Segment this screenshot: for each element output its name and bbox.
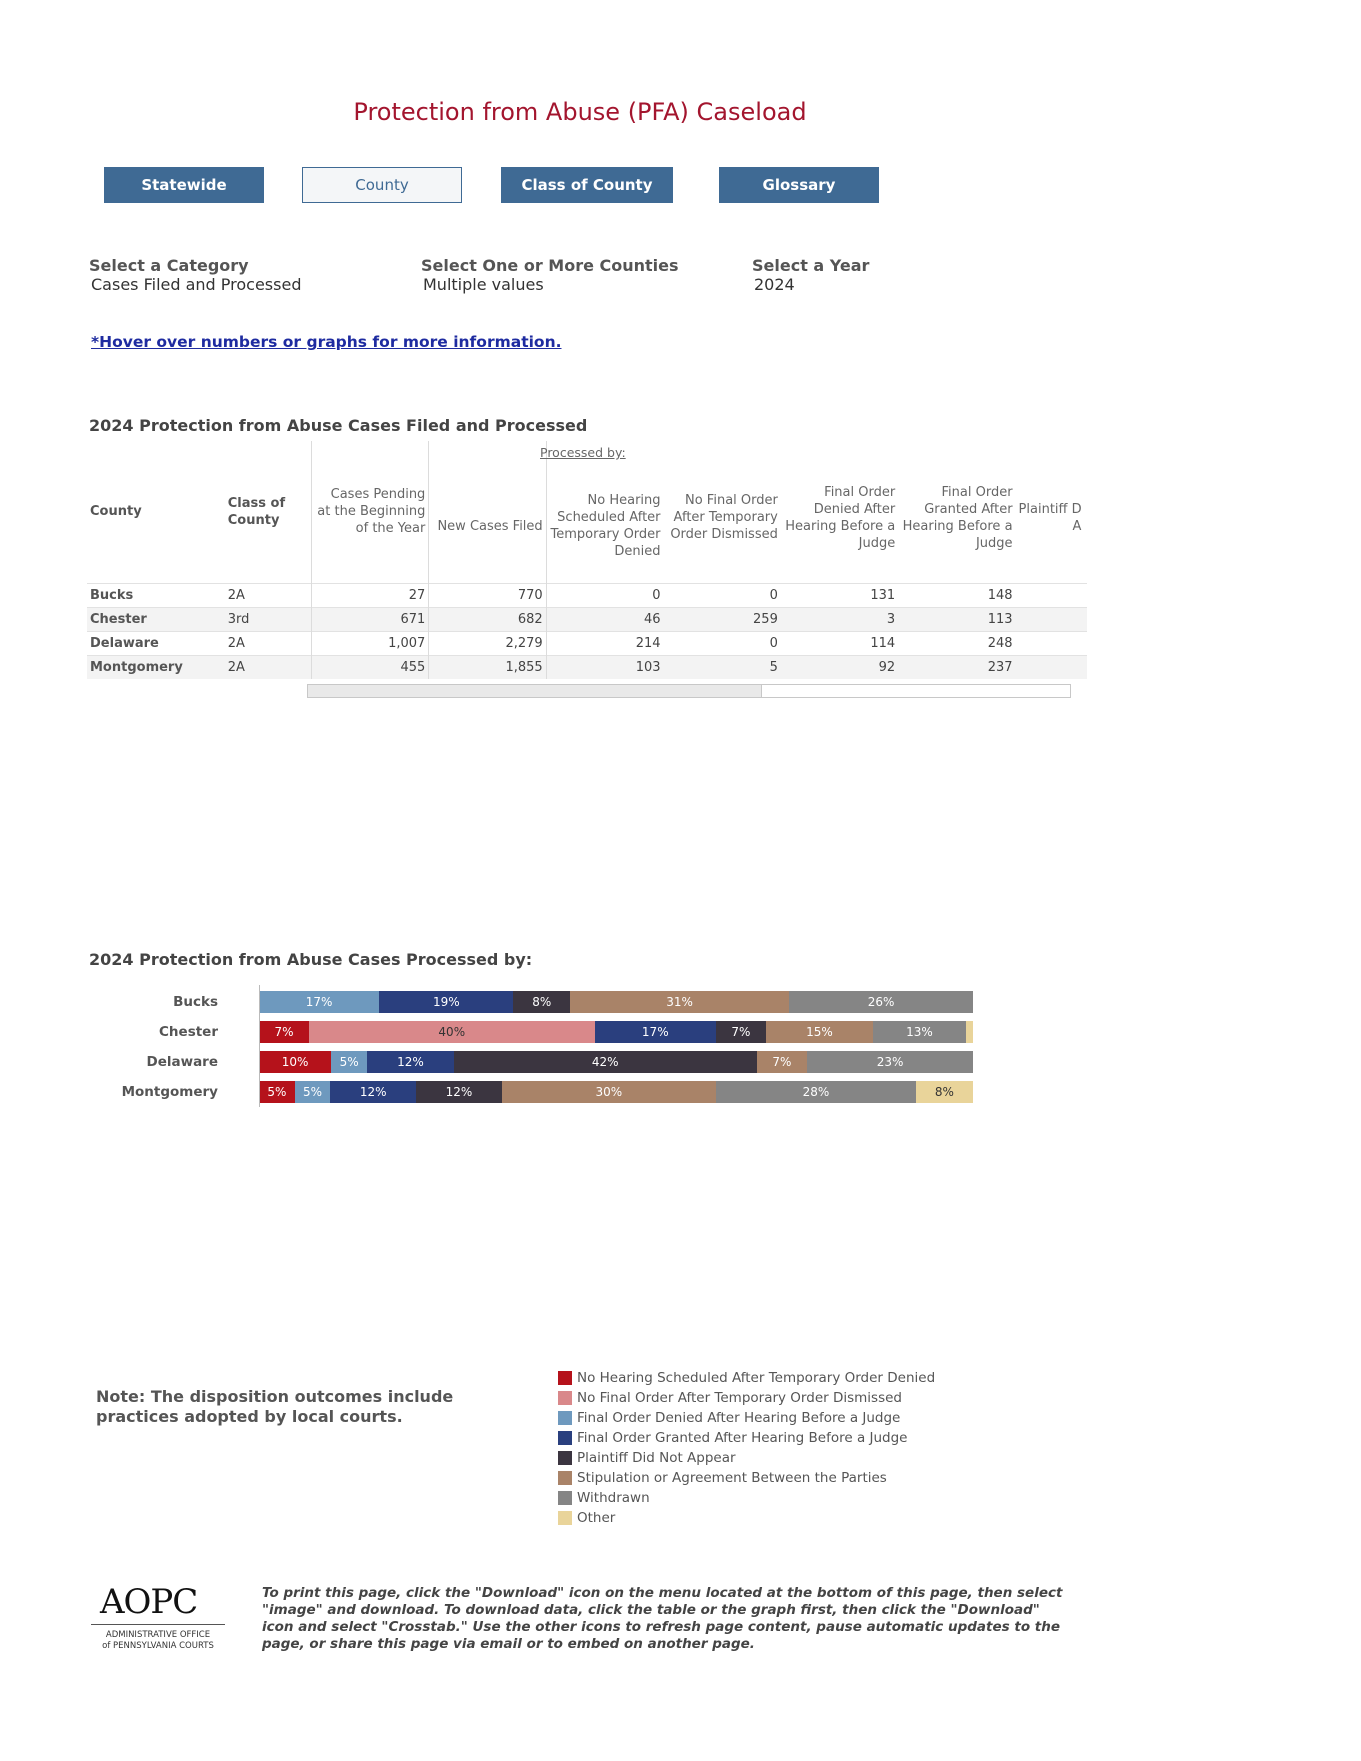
table-title: 2024 Protection from Abuse Cases Filed and Processed bbox=[89, 416, 588, 435]
bar-segment[interactable]: 17% bbox=[595, 1021, 716, 1043]
cases-table-container[interactable] bbox=[87, 441, 1082, 697]
new-cases-cell: 770 bbox=[429, 583, 546, 607]
header-granted: Final Order Granted After Hearing Before a Judge bbox=[902, 484, 1013, 551]
bar-segment[interactable]: 28% bbox=[716, 1081, 916, 1103]
logo-divider bbox=[91, 1624, 225, 1625]
table-row[interactable] bbox=[87, 655, 1087, 679]
legend-item[interactable] bbox=[558, 1410, 900, 1426]
bar-segment[interactable]: 12% bbox=[330, 1081, 416, 1103]
bar-segment[interactable]: 10% bbox=[259, 1051, 331, 1073]
plaintiff-cell bbox=[1016, 607, 1087, 631]
bar-segment[interactable]: 42% bbox=[454, 1051, 757, 1073]
nav-glossary-button[interactable]: Glossary bbox=[719, 167, 879, 203]
legend-label: Other bbox=[577, 1510, 616, 1526]
class-cell: 3rd bbox=[225, 607, 312, 631]
bar-category-label: Chester bbox=[159, 1024, 218, 1040]
bar-segment[interactable]: 5% bbox=[331, 1051, 367, 1073]
bar-segment[interactable]: 5% bbox=[295, 1081, 331, 1103]
legend-label: Final Order Granted After Hearing Before a Judge bbox=[577, 1430, 908, 1446]
bar-segment[interactable]: 8% bbox=[916, 1081, 973, 1103]
processed-by-label: Processed by: bbox=[540, 445, 626, 460]
county-cell: Montgomery bbox=[87, 655, 225, 679]
bar-segment[interactable]: 7% bbox=[259, 1021, 309, 1043]
legend-item[interactable] bbox=[558, 1370, 935, 1386]
legend-swatch bbox=[558, 1451, 572, 1465]
scrollbar-thumb[interactable] bbox=[308, 685, 762, 697]
legend-item[interactable] bbox=[558, 1470, 887, 1486]
table-row[interactable] bbox=[87, 631, 1087, 655]
bar-segment[interactable]: 15% bbox=[766, 1021, 873, 1043]
bar-segment[interactable]: 8% bbox=[513, 991, 570, 1013]
legend-item[interactable] bbox=[558, 1390, 902, 1406]
pending-cell: 671 bbox=[311, 607, 428, 631]
bar-segment[interactable]: 13% bbox=[873, 1021, 966, 1043]
bar-category-label: Delaware bbox=[146, 1054, 218, 1070]
bar-category-label: Montgomery bbox=[121, 1084, 218, 1100]
legend-label: No Hearing Scheduled After Temporary Order Denied bbox=[577, 1370, 936, 1386]
new-cases-cell: 682 bbox=[429, 607, 546, 631]
bar-segment[interactable]: 5% bbox=[259, 1081, 295, 1103]
bar-segment[interactable]: 17% bbox=[259, 991, 379, 1013]
header-no-final: No Final Order After Temporary Order Dismissed bbox=[670, 493, 778, 543]
bar-segment[interactable]: 26% bbox=[789, 991, 973, 1013]
header-no-hearing: No Hearing Scheduled After Temporary Order Denied bbox=[546, 441, 663, 583]
legend-swatch bbox=[558, 1471, 572, 1485]
counties-filter-select[interactable]: Multiple values bbox=[423, 275, 544, 294]
legend-label: Final Order Denied After Hearing Before a Judge bbox=[577, 1410, 901, 1426]
county-cell: Chester bbox=[87, 607, 225, 631]
no-hearing-cell: 0 bbox=[546, 583, 663, 607]
stacked-bar-chart[interactable] bbox=[0, 985, 1000, 1105]
bar-segment[interactable]: 19% bbox=[379, 991, 513, 1013]
nav-class-of-county-button[interactable]: Class of County bbox=[501, 167, 673, 203]
header-plaintiff-truncated: Plaintiff D A bbox=[1018, 501, 1082, 534]
bar-segment[interactable]: 12% bbox=[416, 1081, 502, 1103]
no-hearing-cell: 214 bbox=[546, 631, 663, 655]
legend-item[interactable] bbox=[558, 1490, 650, 1506]
legend-swatch bbox=[558, 1491, 572, 1505]
new-cases-cell: 2,279 bbox=[429, 631, 546, 655]
cases-table[interactable] bbox=[87, 441, 1087, 679]
legend-item[interactable] bbox=[558, 1450, 736, 1466]
no-final-cell: 259 bbox=[664, 607, 781, 631]
table-row[interactable] bbox=[87, 607, 1087, 631]
no-final-cell: 5 bbox=[664, 655, 781, 679]
legend-swatch bbox=[558, 1391, 572, 1405]
table-row[interactable] bbox=[87, 583, 1087, 607]
no-hearing-cell: 46 bbox=[546, 607, 663, 631]
legend-label: Stipulation or Agreement Between the Parties bbox=[577, 1470, 887, 1486]
legend-label: Plaintiff Did Not Appear bbox=[577, 1450, 736, 1466]
hover-info-link[interactable]: *Hover over numbers or graphs for more information. bbox=[91, 333, 562, 351]
logo-subtitle: ADMINISTRATIVE OFFICE of PENNSYLVANIA COURTS bbox=[102, 1630, 214, 1651]
legend-swatch bbox=[558, 1431, 572, 1445]
bar-segment[interactable] bbox=[966, 1021, 973, 1043]
bar-segment[interactable]: 12% bbox=[367, 1051, 454, 1073]
denied-cell: 114 bbox=[781, 631, 898, 655]
granted-cell: 248 bbox=[898, 631, 1015, 655]
pending-cell: 27 bbox=[311, 583, 428, 607]
category-filter-label: Select a Category bbox=[89, 256, 249, 275]
legend-item[interactable] bbox=[558, 1430, 908, 1446]
bar-segment[interactable]: 30% bbox=[502, 1081, 716, 1103]
table-horizontal-scrollbar[interactable] bbox=[307, 684, 1071, 698]
aopc-logo: AOPC bbox=[100, 1582, 198, 1622]
legend-swatch bbox=[558, 1371, 572, 1385]
no-final-cell: 0 bbox=[664, 631, 781, 655]
legend-swatch bbox=[558, 1511, 572, 1525]
year-filter-select[interactable]: 2024 bbox=[754, 275, 795, 294]
class-cell: 2A bbox=[225, 631, 312, 655]
bar-segment[interactable]: 31% bbox=[570, 991, 789, 1013]
plaintiff-cell bbox=[1016, 655, 1087, 679]
bar-segment[interactable]: 7% bbox=[757, 1051, 807, 1073]
class-cell: 2A bbox=[225, 655, 312, 679]
new-cases-cell: 1,855 bbox=[429, 655, 546, 679]
bar-category-label: Bucks bbox=[173, 994, 218, 1010]
legend-item[interactable] bbox=[558, 1510, 615, 1526]
nav-county-button[interactable]: County bbox=[302, 167, 462, 203]
bar-segment[interactable]: 23% bbox=[807, 1051, 973, 1073]
bar-segment[interactable]: 7% bbox=[716, 1021, 766, 1043]
granted-cell: 237 bbox=[898, 655, 1015, 679]
granted-cell: 113 bbox=[898, 607, 1015, 631]
legend-swatch bbox=[558, 1411, 572, 1425]
header-pending: Cases Pending at the Beginning of the Year bbox=[311, 441, 428, 583]
chart-axis-line bbox=[259, 985, 260, 1107]
pending-cell: 1,007 bbox=[311, 631, 428, 655]
chart-title: 2024 Protection from Abuse Cases Processed by: bbox=[89, 950, 533, 969]
plaintiff-cell bbox=[1016, 631, 1087, 655]
category-filter-select[interactable]: Cases Filed and Processed bbox=[91, 275, 302, 294]
denied-cell: 3 bbox=[781, 607, 898, 631]
legend-label: No Final Order After Temporary Order Dismissed bbox=[577, 1390, 902, 1406]
granted-cell: 148 bbox=[898, 583, 1015, 607]
header-county: County bbox=[90, 504, 142, 520]
class-cell: 2A bbox=[225, 583, 312, 607]
header-denied: Final Order Denied After Hearing Before a Judge bbox=[785, 484, 896, 551]
header-class: Class of County bbox=[227, 495, 286, 528]
county-cell: Bucks bbox=[87, 583, 225, 607]
legend-label: Withdrawn bbox=[577, 1490, 650, 1506]
counties-filter-label: Select One or More Counties bbox=[421, 256, 679, 275]
plaintiff-cell bbox=[1016, 583, 1087, 607]
no-final-cell: 0 bbox=[664, 583, 781, 607]
bar-segment[interactable]: 40% bbox=[309, 1021, 595, 1043]
year-filter-label: Select a Year bbox=[752, 256, 870, 275]
header-new-cases: New Cases Filed bbox=[429, 441, 546, 583]
denied-cell: 131 bbox=[781, 583, 898, 607]
pending-cell: 455 bbox=[311, 655, 428, 679]
no-hearing-cell: 103 bbox=[546, 655, 663, 679]
print-instructions: To print this page, click the "Download" icon on the menu located at the bottom of this page, then select "image" and download. To download data, click the table or the graph first, then click the "Download" icon and select "Crosstab." Use the other icons to refresh page content, pause automatic updates to the page, or share this page via email or to embed on another page. bbox=[262, 1585, 1063, 1652]
denied-cell: 92 bbox=[781, 655, 898, 679]
county-cell: Delaware bbox=[87, 631, 225, 655]
page-title: Protection from Abuse (PFA) Caseload bbox=[353, 98, 807, 126]
disposition-note: Note: The disposition outcomes include practices adopted by local courts. bbox=[96, 1387, 454, 1426]
nav-statewide-button[interactable]: Statewide bbox=[104, 167, 264, 203]
